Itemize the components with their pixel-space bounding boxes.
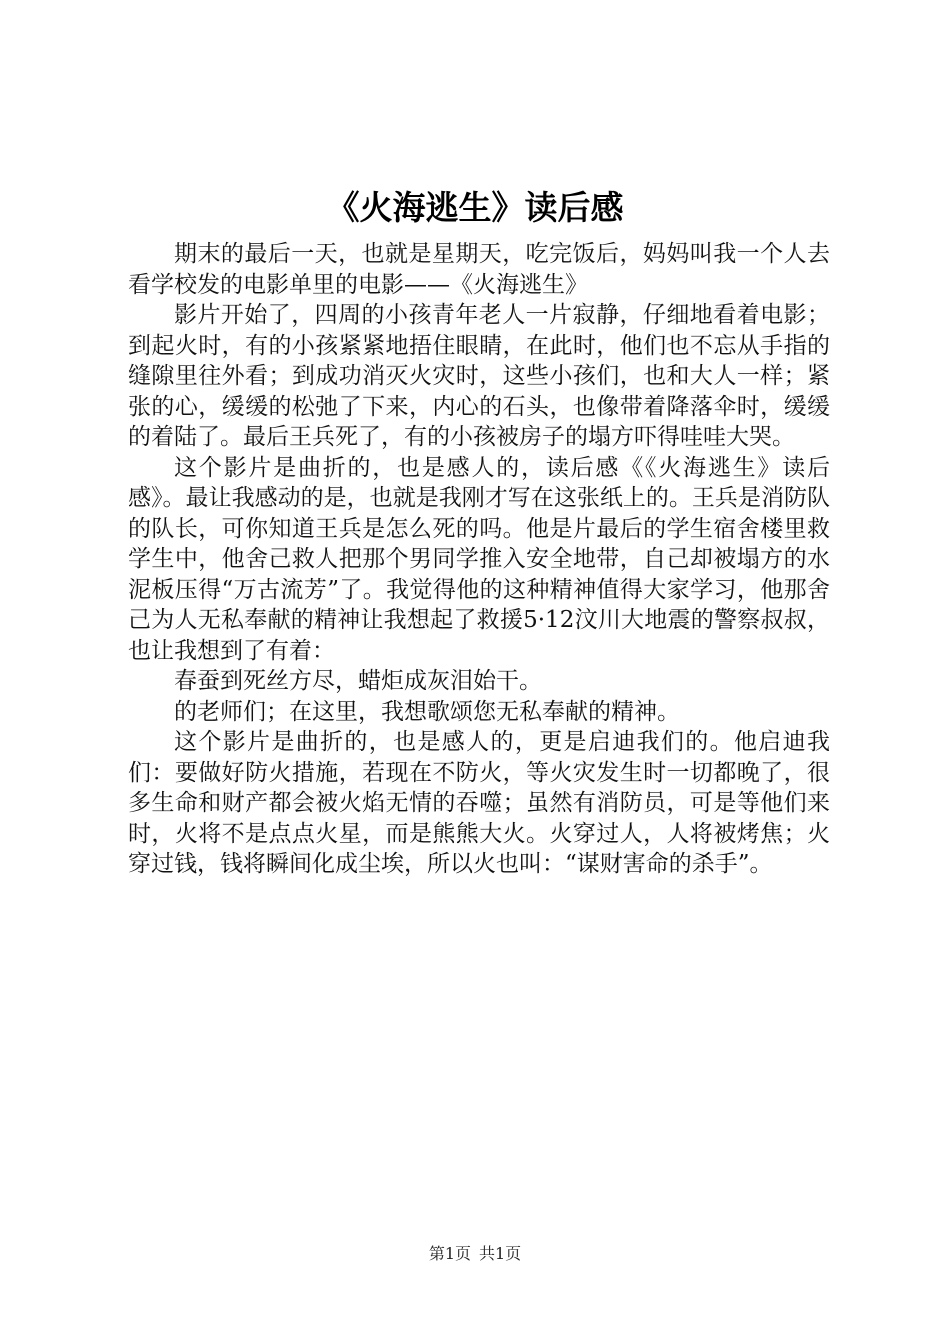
page-number-current: 第1页 [428, 1244, 471, 1263]
page-footer [0, 1242, 950, 1266]
paragraph-1: 期末的最后一天，也就是星期天，吃完饭后，妈妈叫我一个人去看学校发的电影单里的电影——《火海逃生》 [128, 241, 830, 298]
paragraph-5: 的老师们；在这里，我想歌颂您无私奉献的精神。 [174, 698, 680, 725]
paragraph-3: 这个影片是曲折的，也是感人的，读后感《《火海逃生》读后感》。最让我感动的是，也就是我刚才写在这张纸上的。王兵是消防队的队长，可你知道王兵是怎么死的吗。他是片最后的学生宿舍楼里救学生中，他舍己救人把那个男同学推入安全地带，自己却被塌方的水泥板压得“万古流芳”了。我觉得他的这种精神值得大家学习，他那舍己为人无私奉献的精神让我想起了救援5·12汶川大地震的警察叔叔，也让我想到了有着： [128, 454, 830, 664]
paragraph-6: 这个影片是曲折的，也是感人的，更是启迪我们的。他启迪我们：要做好防火措施，若现在不防火，等火灾发生时一切都晚了，很多生命和财产都会被火焰无情的吞噬；虽然有消防员，可是等他们来时，火将不是点点火星，而是熊熊大火。火穿过人，人将被烤焦；火穿过钱，钱将瞬间化成尘埃，所以火也叫：“谋财害命的杀手”。 [128, 729, 830, 877]
document-title: 《火海逃生》读后感 [326, 188, 624, 227]
paragraph-4-poem-line: 春蚕到死丝方尽，蜡炬成灰泪始干。 [174, 668, 542, 694]
paragraph-2: 影片开始了，四周的小孩青年老人一片寂静，仔细地看着电影；到起火时，有的小孩紧紧地捂住眼睛，在此时，他们也不忘从手指的缝隙里往外看；到成功消灭火灾时，这些小孩们，也和大人一样；紧张的心，缓缓的松弛了下来，内心的石头，也像带着降落伞时，缓缓的着陆了。最后王兵死了，有的小孩被房子的塌方吓得哇哇大哭。 [128, 302, 830, 450]
page-number-total: 共1页 [479, 1244, 522, 1263]
document-body [128, 239, 830, 880]
